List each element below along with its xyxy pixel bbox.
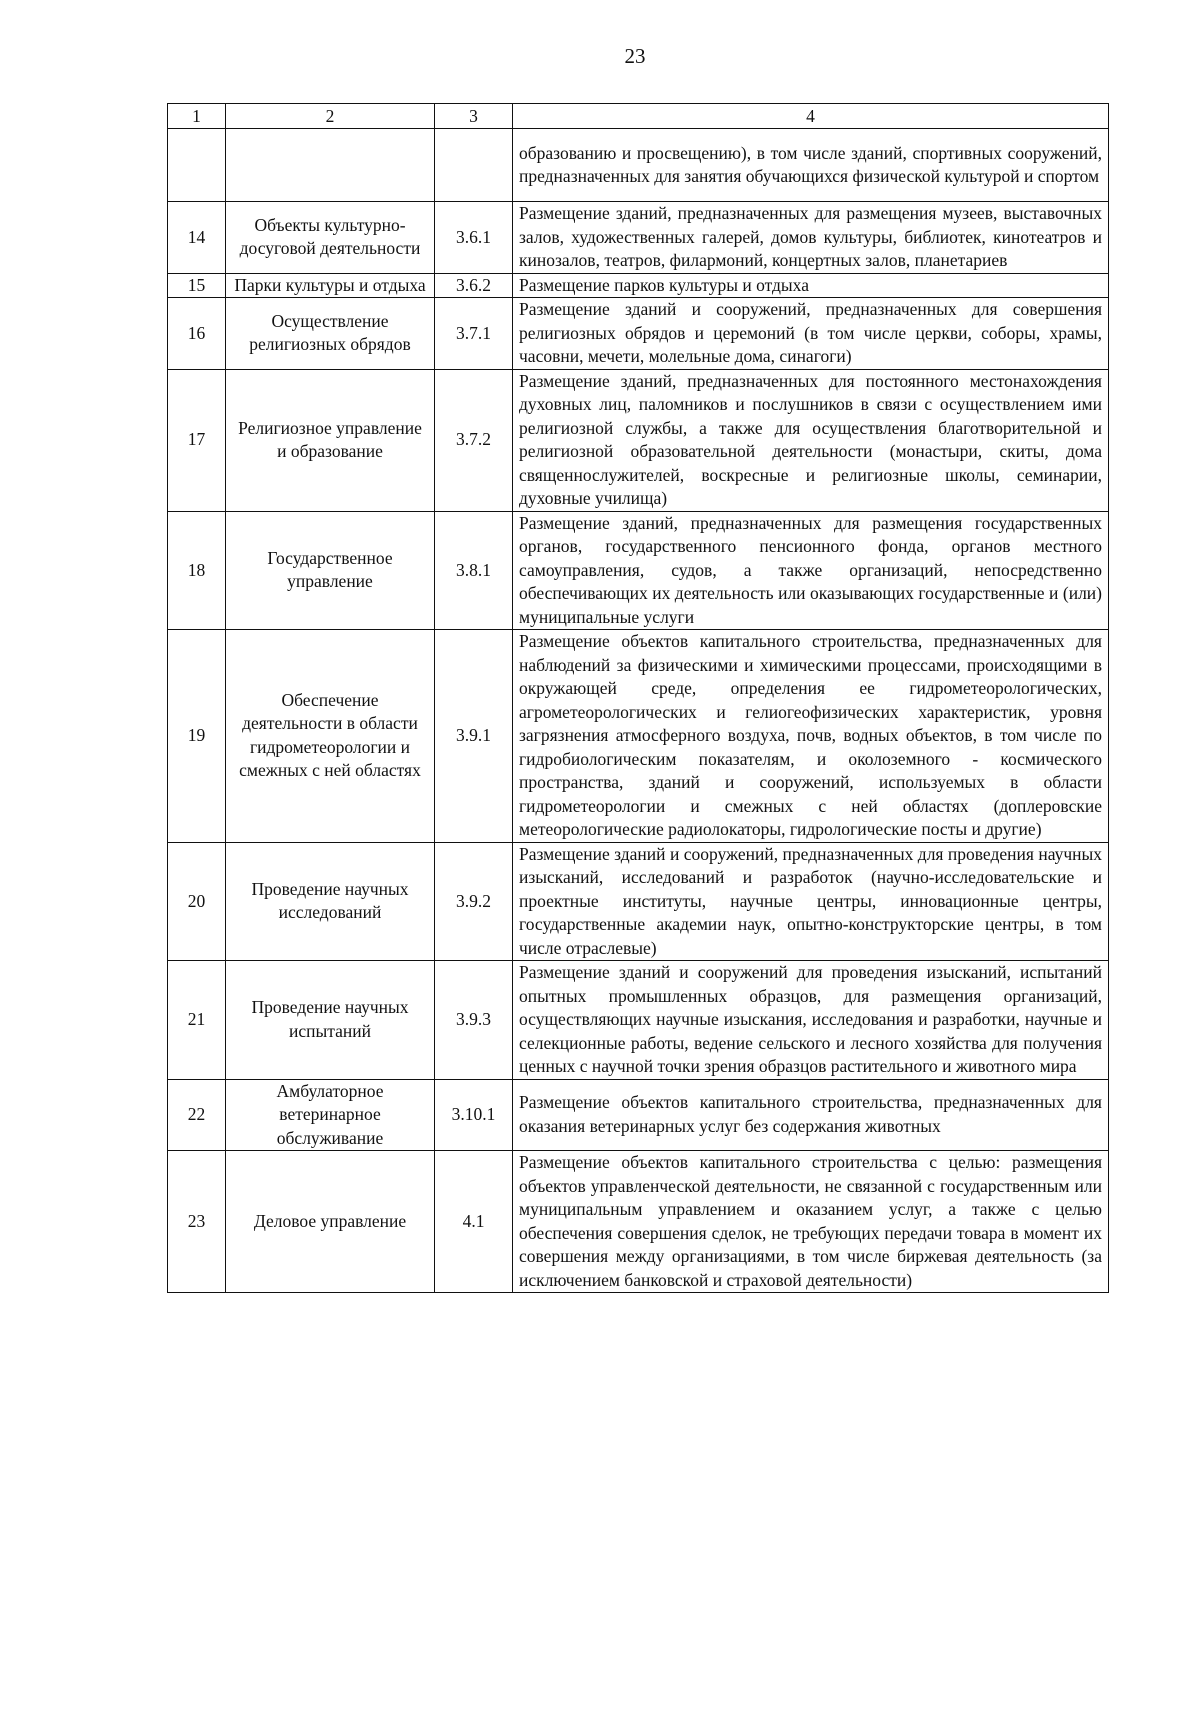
table-row [168, 961, 1109, 1080]
row-number: 23 [168, 1151, 226, 1293]
use-type-description [513, 202, 1109, 274]
use-type-description [513, 842, 1109, 961]
use-type-description [513, 273, 1109, 298]
description-text: Размещение зданий, предназначенных для постоянного местонахождения духовных лиц, паломников и послушников в связи с осуществлением ими религиозной службы, а также для осуществления благотворительной и религиозной образовательной деятельности (монастыри, скиты, дома священнослужителей, воскресные и религиозные школы, семинарии, духовные училища) [519, 370, 1102, 508]
header-row [168, 104, 1109, 129]
header-col-2: 2 [226, 104, 435, 129]
page-number: 23 [624, 44, 646, 68]
use-type-name: Религиозное управление и образование [226, 369, 435, 511]
description-text: Размещение объектов капитального строительства, предназначенных для наблюдений за физическими и химическими процессами, происходящими в окружающей среде, определения ее гидрометеорологических, агрометеорологических и гелиогеофизических характеристик, уровня загрязнения атмосферного воздуха, почв, водных объектов, в том числе по гидробиологическим показателям, и околоземного - космического пространства, зданий и сооружений, используемых в области гидрометеорологии и смежных с ней областях (доплеровские метеорологические радиолокаторы, гидрологические посты и другие) [519, 631, 1102, 839]
use-type-code [435, 129, 513, 202]
table-row [168, 202, 1109, 274]
use-type-description [513, 1079, 1109, 1151]
header-col-4: 4 [513, 104, 1109, 129]
row-number [168, 129, 226, 202]
row-number: 21 [168, 961, 226, 1080]
use-type-code: 3.9.3 [435, 961, 513, 1080]
row-number: 14 [168, 202, 226, 274]
use-type-code: 3.9.1 [435, 630, 513, 843]
description-text: образованию и просвещению), в том числе зданий, спортивных сооружений, предназначенных для занятия обучающихся физической культурой и спортом [519, 142, 1102, 186]
row-number: 19 [168, 630, 226, 843]
use-type-code: 3.7.2 [435, 369, 513, 511]
row-number: 15 [168, 273, 226, 298]
table-row [168, 630, 1109, 843]
use-type-description [513, 369, 1109, 511]
table-row [168, 129, 1109, 202]
land-use-table [167, 103, 1109, 1293]
table-row [168, 842, 1109, 961]
header-col-1: 1 [168, 104, 226, 129]
use-type-code: 3.7.1 [435, 298, 513, 370]
use-type-name: Объекты культурно-досуговой деятельности [226, 202, 435, 274]
table-row [168, 369, 1109, 511]
row-number: 16 [168, 298, 226, 370]
use-type-code: 3.8.1 [435, 511, 513, 630]
use-type-description [513, 129, 1109, 202]
use-type-code: 3.9.2 [435, 842, 513, 961]
use-type-code: 3.10.1 [435, 1079, 513, 1151]
use-type-code: 3.6.2 [435, 273, 513, 298]
description-text: Размещение парков культуры и отдыха [519, 274, 809, 295]
description-text: Размещение зданий и сооружений, предназначенных для проведения научных изысканий, исследований и разработок (научно-исследовательские и проектные институты, научные центры, инновационные центры, государственные академии наук, опытно-конструкторские центры, в том числе отраслевые) [519, 843, 1102, 958]
row-number: 17 [168, 369, 226, 511]
use-type-description [513, 298, 1109, 370]
description-text: Размещение объектов капитального строительства с целью: размещения объектов управленческой деятельности, не связанной с государственным или муниципальным управлением и оказанием услуг, а также с целью обеспечения совершения сделок, не требующих передачи товара в момент их совершения между организациями, в том числе биржевая деятельность (за исключением банковской и страховой деятельности) [519, 1152, 1102, 1290]
use-type-name: Деловое управление [226, 1151, 435, 1293]
table-row [168, 1079, 1109, 1151]
use-type-description [513, 961, 1109, 1080]
table-row [168, 511, 1109, 630]
use-type-description [513, 1151, 1109, 1293]
use-type-name: Амбулаторное ветеринарное обслуживание [226, 1079, 435, 1151]
description-text: Размещение объектов капитального строительства, предназначенных для оказания ветеринарных услуг без содержания животных [519, 1092, 1102, 1136]
description-text: Размещение зданий и сооружений для проведения изысканий, испытаний опытных промышленных образцов, для размещения организаций, осуществляющих научные изыскания, исследования и разработки, научные и селекционные работы, ведение сельского и лесного хозяйства для получения ценных с научной точки зрения образцов растительного и животного мира [519, 962, 1102, 1076]
use-type-name: Проведение научных испытаний [226, 961, 435, 1080]
use-type-description [513, 630, 1109, 843]
use-type-code: 4.1 [435, 1151, 513, 1293]
table-row [168, 273, 1109, 298]
row-number: 20 [168, 842, 226, 961]
header-col-3: 3 [435, 104, 513, 129]
description-text: Размещение зданий и сооружений, предназначенных для совершения религиозных обрядов и церемоний (в том числе церкви, соборы, храмы, часовни, мечети, молельные дома, синагоги) [519, 299, 1102, 366]
row-number: 18 [168, 511, 226, 630]
description-text: Размещение зданий, предназначенных для размещения государственных органов, государственного пенсионного фонда, органов местного самоуправления, судов, а также организаций, непосредственно обеспечивающих их деятельность или оказывающих государственные и (или) муниципальные услуги [519, 512, 1102, 627]
row-number: 22 [168, 1079, 226, 1151]
use-type-name: Осуществление религиозных обрядов [226, 298, 435, 370]
use-type-name [226, 129, 435, 202]
table-row [168, 1151, 1109, 1293]
use-type-description [513, 511, 1109, 630]
use-type-name: Проведение научных исследований [226, 842, 435, 961]
use-type-name: Обеспечение деятельности в области гидрометеорологии и смежных с ней областях [226, 630, 435, 843]
use-type-name: Парки культуры и отдыха [226, 273, 435, 298]
use-type-name: Государственное управление [226, 511, 435, 630]
table-row [168, 298, 1109, 370]
use-type-code: 3.6.1 [435, 202, 513, 274]
description-text: Размещение зданий, предназначенных для размещения музеев, выставочных залов, художественных галерей, домов культуры, библиотек, кинотеатров и кинозалов, театров, филармоний, концертных залов, планетариев [519, 203, 1102, 270]
